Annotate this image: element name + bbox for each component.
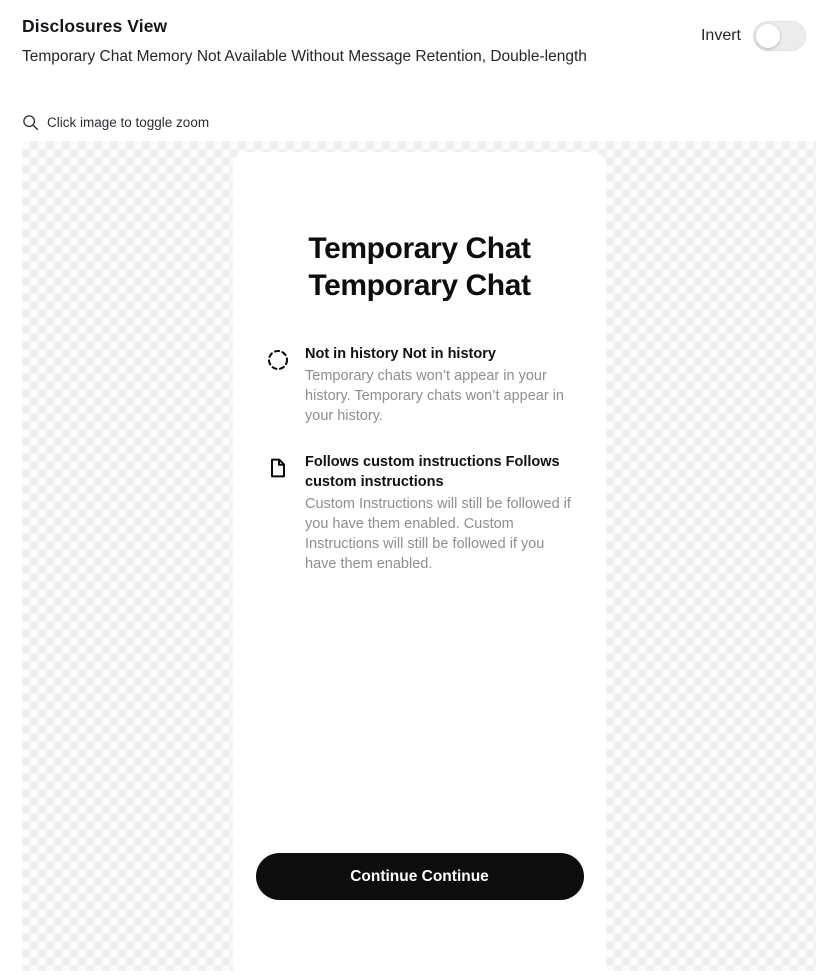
page-subtitle: Temporary Chat Memory Not Available Without Message Retention, Double-length (22, 48, 587, 65)
dashed-circle-icon (265, 347, 291, 373)
disclosure-title: Temporary Chat Temporary Chat (308, 232, 531, 302)
image-preview-canvas[interactable] (22, 141, 816, 971)
zoom-toggle-hint[interactable] (22, 114, 209, 131)
continue-button[interactable]: Continue Continue (256, 853, 584, 900)
feature-list (233, 344, 606, 574)
disclosure-sheet (233, 152, 606, 971)
feature-title: Not in history Not in history (305, 346, 496, 362)
page-title: Disclosures View (22, 16, 168, 36)
feature-description: Temporary chats won’t appear in your history. Temporary chats won’t appear in your history. (305, 368, 564, 424)
feature-title: Follows custom instructions Follows custom instructions (305, 454, 560, 490)
feature-description: Custom Instructions will still be followed if you have them enabled. Custom Instructions will still be followed if you have them enabled. (305, 496, 571, 572)
feature-text (305, 452, 576, 574)
zoom-hint-label: Click image to toggle zoom (47, 115, 210, 130)
document-icon (265, 455, 291, 481)
cta-container (233, 853, 606, 900)
feature-text (305, 344, 576, 426)
invert-label: Invert (700, 27, 741, 44)
invert-toggle-knob (756, 24, 780, 48)
invert-control (701, 21, 806, 51)
invert-toggle[interactable] (753, 21, 806, 51)
list-item (265, 344, 576, 426)
search-icon (22, 114, 39, 131)
list-item (265, 452, 576, 574)
